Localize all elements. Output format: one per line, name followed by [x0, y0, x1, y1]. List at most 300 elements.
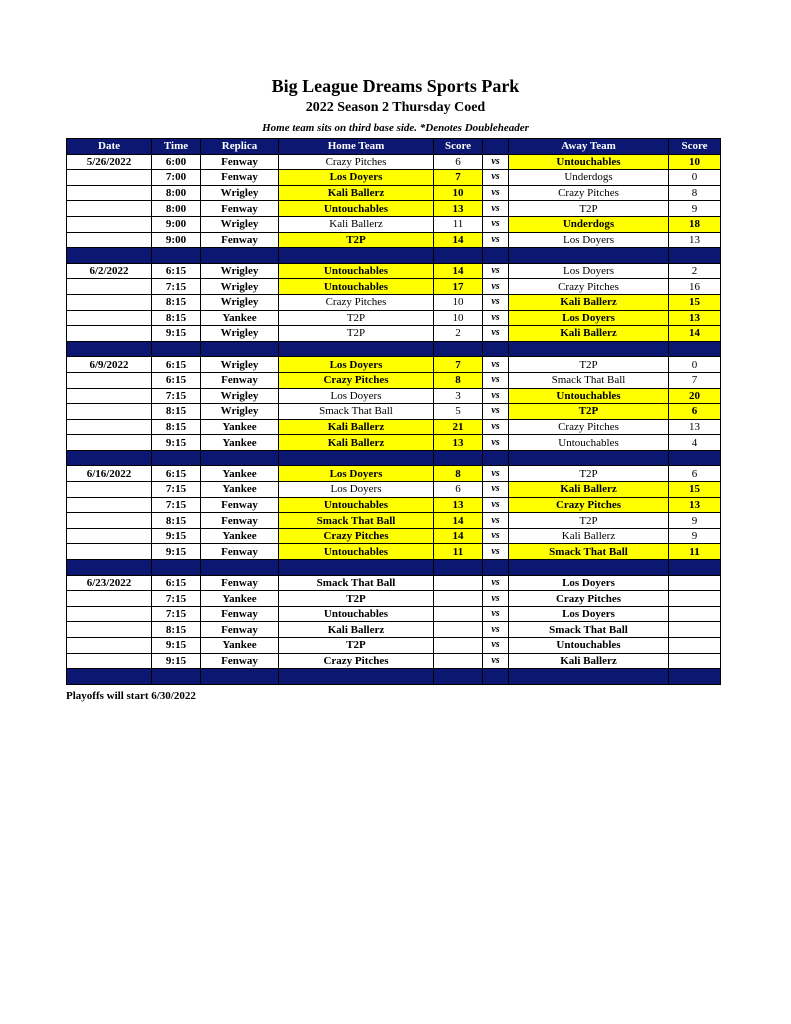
vs-label: vs: [483, 497, 509, 513]
away-team: Crazy Pitches: [509, 591, 669, 607]
home-team: Crazy Pitches: [279, 154, 434, 170]
game-date: [67, 232, 152, 248]
separator-cell: [201, 560, 279, 576]
table-row: [67, 653, 721, 669]
separator-cell: [152, 248, 201, 264]
separator-cell: [483, 560, 509, 576]
game-date: [67, 201, 152, 217]
game-replica: Fenway: [201, 622, 279, 638]
vs-label: vs: [483, 170, 509, 186]
game-date: [67, 591, 152, 607]
table-row: [67, 310, 721, 326]
game-replica: Yankee: [201, 419, 279, 435]
away-score: [669, 622, 721, 638]
table-row: [67, 419, 721, 435]
game-time: 8:15: [152, 419, 201, 435]
game-time: 6:15: [152, 466, 201, 482]
game-time: 7:15: [152, 279, 201, 295]
game-time: 6:15: [152, 372, 201, 388]
away-team: Smack That Ball: [509, 622, 669, 638]
home-score: 6: [434, 154, 483, 170]
vs-label: vs: [483, 279, 509, 295]
home-team: Smack That Ball: [279, 404, 434, 420]
separator-cell: [669, 450, 721, 466]
separator-cell: [201, 248, 279, 264]
away-score: 11: [669, 544, 721, 560]
home-team: Los Doyers: [279, 466, 434, 482]
home-team: Kali Ballerz: [279, 435, 434, 451]
week-separator: [67, 450, 721, 466]
table-row: [67, 638, 721, 654]
page-subtitle: 2022 Season 2 Thursday Coed: [305, 100, 486, 115]
game-date: [67, 622, 152, 638]
schedule-body: [67, 154, 721, 684]
home-score: [434, 622, 483, 638]
vs-label: vs: [483, 513, 509, 529]
home-score: 8: [434, 372, 483, 388]
game-date: [67, 388, 152, 404]
home-team: Kali Ballerz: [279, 216, 434, 232]
week-separator: [67, 560, 721, 576]
separator-cell: [434, 669, 483, 685]
home-team: T2P: [279, 232, 434, 248]
away-score: [669, 606, 721, 622]
table-header-row: [67, 139, 721, 155]
game-replica: Wrigley: [201, 294, 279, 310]
separator-cell: [152, 560, 201, 576]
game-replica: Fenway: [201, 513, 279, 529]
game-replica: Fenway: [201, 653, 279, 669]
game-date: [67, 482, 152, 498]
table-row: [67, 357, 721, 373]
vs-label: vs: [483, 294, 509, 310]
separator-cell: [279, 669, 434, 685]
home-score: 3: [434, 388, 483, 404]
game-time: 9:15: [152, 435, 201, 451]
vs-label: vs: [483, 216, 509, 232]
game-time: 7:15: [152, 497, 201, 513]
home-score: [434, 575, 483, 591]
home-team: Untouchables: [279, 606, 434, 622]
home-team: Untouchables: [279, 263, 434, 279]
away-team: Smack That Ball: [509, 372, 669, 388]
vs-label: vs: [483, 404, 509, 420]
away-score: 15: [669, 294, 721, 310]
separator-cell: [279, 248, 434, 264]
separator-cell: [483, 341, 509, 357]
col-header-home-score: Score: [434, 139, 483, 155]
separator-cell: [279, 450, 434, 466]
home-team: Crazy Pitches: [279, 528, 434, 544]
separator-cell: [67, 669, 152, 685]
away-score: 4: [669, 435, 721, 451]
away-score: 2: [669, 263, 721, 279]
table-row: [67, 388, 721, 404]
col-header-replica: Replica: [201, 139, 279, 155]
table-row: [67, 326, 721, 342]
separator-cell: [152, 341, 201, 357]
game-replica: Wrigley: [201, 263, 279, 279]
away-score: 9: [669, 201, 721, 217]
away-team: T2P: [509, 513, 669, 529]
game-time: 8:15: [152, 404, 201, 420]
home-team: Crazy Pitches: [279, 294, 434, 310]
home-score: 10: [434, 294, 483, 310]
home-score: 13: [434, 201, 483, 217]
home-team: Los Doyers: [279, 482, 434, 498]
away-team: Untouchables: [509, 435, 669, 451]
away-team: Crazy Pitches: [509, 279, 669, 295]
home-team: Los Doyers: [279, 170, 434, 186]
vs-label: vs: [483, 263, 509, 279]
game-date: [67, 497, 152, 513]
table-row: [67, 544, 721, 560]
col-header-time: Time: [152, 139, 201, 155]
game-date: [67, 528, 152, 544]
game-time: 8:15: [152, 513, 201, 529]
game-date: [67, 310, 152, 326]
home-score: 14: [434, 232, 483, 248]
col-header-home-team: Home Team: [279, 139, 434, 155]
home-score: [434, 638, 483, 654]
separator-cell: [669, 248, 721, 264]
vs-label: vs: [483, 388, 509, 404]
away-score: 18: [669, 216, 721, 232]
vs-label: vs: [483, 154, 509, 170]
home-team: Crazy Pitches: [279, 653, 434, 669]
away-score: 13: [669, 232, 721, 248]
home-score: 17: [434, 279, 483, 295]
vs-label: vs: [483, 653, 509, 669]
separator-cell: [67, 560, 152, 576]
game-date: [67, 544, 152, 560]
away-score: 13: [669, 419, 721, 435]
game-date: [67, 170, 152, 186]
away-score: 13: [669, 497, 721, 513]
game-time: 9:00: [152, 232, 201, 248]
col-header-date: Date: [67, 139, 152, 155]
separator-cell: [483, 669, 509, 685]
game-replica: Yankee: [201, 482, 279, 498]
col-header-vs: [483, 139, 509, 155]
away-team: Untouchables: [509, 638, 669, 654]
separator-cell: [279, 341, 434, 357]
home-team: Untouchables: [279, 544, 434, 560]
vs-label: vs: [483, 638, 509, 654]
away-team: Kali Ballerz: [509, 326, 669, 342]
vs-label: vs: [483, 466, 509, 482]
home-score: [434, 606, 483, 622]
game-replica: Fenway: [201, 606, 279, 622]
game-time: 7:15: [152, 606, 201, 622]
table-row: [67, 591, 721, 607]
separator-cell: [509, 560, 669, 576]
game-date: [67, 606, 152, 622]
table-row: [67, 622, 721, 638]
separator-cell: [152, 450, 201, 466]
game-time: 6:15: [152, 575, 201, 591]
game-time: 7:00: [152, 170, 201, 186]
home-team: Kali Ballerz: [279, 419, 434, 435]
separator-cell: [152, 669, 201, 685]
table-row: [67, 575, 721, 591]
vs-label: vs: [483, 419, 509, 435]
game-time: 9:15: [152, 638, 201, 654]
away-team: T2P: [509, 357, 669, 373]
home-score: 13: [434, 435, 483, 451]
vs-label: vs: [483, 482, 509, 498]
away-team: Los Doyers: [509, 606, 669, 622]
home-team: T2P: [279, 310, 434, 326]
away-score: 14: [669, 326, 721, 342]
separator-cell: [669, 560, 721, 576]
game-date: 6/23/2022: [67, 575, 152, 591]
table-row: [67, 154, 721, 170]
away-score: [669, 638, 721, 654]
game-time: 6:15: [152, 263, 201, 279]
game-time: 6:15: [152, 357, 201, 373]
schedule-note: Home team sits on third base side. *Denotes Doubleheader: [262, 122, 529, 134]
game-time: 9:00: [152, 216, 201, 232]
game-date: [67, 435, 152, 451]
game-date: [67, 653, 152, 669]
separator-cell: [483, 248, 509, 264]
vs-label: vs: [483, 528, 509, 544]
game-time: 9:15: [152, 544, 201, 560]
separator-cell: [67, 450, 152, 466]
game-time: 8:00: [152, 201, 201, 217]
game-replica: Yankee: [201, 466, 279, 482]
away-team: Los Doyers: [509, 310, 669, 326]
col-header-away-team: Away Team: [509, 139, 669, 155]
game-time: 8:15: [152, 622, 201, 638]
vs-label: vs: [483, 575, 509, 591]
home-score: 7: [434, 357, 483, 373]
home-score: 14: [434, 528, 483, 544]
away-score: 0: [669, 170, 721, 186]
game-time: 8:15: [152, 310, 201, 326]
game-replica: Fenway: [201, 497, 279, 513]
home-score: 8: [434, 466, 483, 482]
game-replica: Wrigley: [201, 216, 279, 232]
home-team: Untouchables: [279, 201, 434, 217]
game-date: 6/9/2022: [67, 357, 152, 373]
game-replica: Yankee: [201, 638, 279, 654]
vs-label: vs: [483, 372, 509, 388]
away-score: 9: [669, 513, 721, 529]
home-score: 6: [434, 482, 483, 498]
home-team: Kali Ballerz: [279, 185, 434, 201]
separator-cell: [434, 248, 483, 264]
table-row: [67, 482, 721, 498]
table-row: [67, 294, 721, 310]
separator-cell: [67, 341, 152, 357]
game-date: [67, 419, 152, 435]
week-separator: [67, 248, 721, 264]
away-team: Kali Ballerz: [509, 653, 669, 669]
vs-label: vs: [483, 591, 509, 607]
away-team: Crazy Pitches: [509, 185, 669, 201]
separator-cell: [434, 560, 483, 576]
week-separator: [67, 669, 721, 685]
col-header-away-score: Score: [669, 139, 721, 155]
separator-cell: [509, 248, 669, 264]
game-date: [67, 638, 152, 654]
schedule-table: [66, 138, 721, 685]
away-team: Kali Ballerz: [509, 482, 669, 498]
game-date: 6/2/2022: [67, 263, 152, 279]
game-date: 5/26/2022: [67, 154, 152, 170]
home-score: [434, 591, 483, 607]
table-row: [67, 466, 721, 482]
game-time: 7:15: [152, 591, 201, 607]
home-score: 10: [434, 185, 483, 201]
game-date: [67, 279, 152, 295]
vs-label: vs: [483, 326, 509, 342]
game-replica: Yankee: [201, 591, 279, 607]
game-replica: Fenway: [201, 372, 279, 388]
away-team: Underdogs: [509, 216, 669, 232]
game-replica: Wrigley: [201, 326, 279, 342]
page-title: Big League Dreams Sports Park: [271, 76, 520, 96]
table-row: [67, 404, 721, 420]
game-replica: Wrigley: [201, 279, 279, 295]
away-team: Underdogs: [509, 170, 669, 186]
table-row: [67, 263, 721, 279]
game-replica: Wrigley: [201, 388, 279, 404]
separator-cell: [279, 560, 434, 576]
home-score: 10: [434, 310, 483, 326]
game-date: [67, 216, 152, 232]
home-score: 11: [434, 216, 483, 232]
game-date: [67, 185, 152, 201]
table-row: [67, 372, 721, 388]
game-date: [67, 513, 152, 529]
separator-cell: [669, 341, 721, 357]
game-time: 9:15: [152, 326, 201, 342]
game-replica: Wrigley: [201, 404, 279, 420]
home-score: 13: [434, 497, 483, 513]
game-time: 9:15: [152, 653, 201, 669]
home-team: Smack That Ball: [279, 513, 434, 529]
separator-cell: [201, 450, 279, 466]
separator-cell: [201, 341, 279, 357]
away-score: 13: [669, 310, 721, 326]
away-team: Kali Ballerz: [509, 528, 669, 544]
home-score: 11: [434, 544, 483, 560]
away-score: [669, 591, 721, 607]
away-score: 9: [669, 528, 721, 544]
game-time: 8:00: [152, 185, 201, 201]
away-team: Crazy Pitches: [509, 419, 669, 435]
away-score: 10: [669, 154, 721, 170]
game-replica: Yankee: [201, 310, 279, 326]
home-team: Los Doyers: [279, 357, 434, 373]
vs-label: vs: [483, 544, 509, 560]
separator-cell: [509, 669, 669, 685]
away-score: 6: [669, 466, 721, 482]
away-score: [669, 653, 721, 669]
home-team: Los Doyers: [279, 388, 434, 404]
vs-label: vs: [483, 185, 509, 201]
home-team: T2P: [279, 638, 434, 654]
away-score: 16: [669, 279, 721, 295]
away-team: Untouchables: [509, 154, 669, 170]
home-score: 21: [434, 419, 483, 435]
home-score: 7: [434, 170, 483, 186]
game-time: 7:15: [152, 388, 201, 404]
game-date: [67, 404, 152, 420]
separator-cell: [434, 450, 483, 466]
home-team: T2P: [279, 326, 434, 342]
home-team: Crazy Pitches: [279, 372, 434, 388]
away-team: Crazy Pitches: [509, 497, 669, 513]
away-score: 8: [669, 185, 721, 201]
table-row: [67, 201, 721, 217]
game-date: [67, 294, 152, 310]
home-score: [434, 653, 483, 669]
away-team: T2P: [509, 201, 669, 217]
away-score: 0: [669, 357, 721, 373]
game-replica: Fenway: [201, 154, 279, 170]
home-team: Smack That Ball: [279, 575, 434, 591]
away-team: Smack That Ball: [509, 544, 669, 560]
table-row: [67, 513, 721, 529]
home-score: 2: [434, 326, 483, 342]
home-team: Untouchables: [279, 279, 434, 295]
home-team: T2P: [279, 591, 434, 607]
game-replica: Wrigley: [201, 357, 279, 373]
home-score: 14: [434, 513, 483, 529]
game-date: [67, 326, 152, 342]
game-replica: Fenway: [201, 575, 279, 591]
home-score: 5: [434, 404, 483, 420]
game-date: 6/16/2022: [67, 466, 152, 482]
game-replica: Yankee: [201, 528, 279, 544]
game-time: 9:15: [152, 528, 201, 544]
separator-cell: [509, 450, 669, 466]
game-time: 6:00: [152, 154, 201, 170]
separator-cell: [669, 669, 721, 685]
vs-label: vs: [483, 201, 509, 217]
table-row: [67, 497, 721, 513]
week-separator: [67, 341, 721, 357]
home-score: 14: [434, 263, 483, 279]
away-score: 15: [669, 482, 721, 498]
game-time: 8:15: [152, 294, 201, 310]
game-replica: Fenway: [201, 201, 279, 217]
game-replica: Wrigley: [201, 185, 279, 201]
game-time: 7:15: [152, 482, 201, 498]
game-replica: Fenway: [201, 170, 279, 186]
separator-cell: [67, 248, 152, 264]
away-score: 20: [669, 388, 721, 404]
game-replica: Fenway: [201, 232, 279, 248]
vs-label: vs: [483, 622, 509, 638]
home-team: Kali Ballerz: [279, 622, 434, 638]
game-replica: Fenway: [201, 544, 279, 560]
away-team: T2P: [509, 404, 669, 420]
away-team: Los Doyers: [509, 263, 669, 279]
table-row: [67, 279, 721, 295]
separator-cell: [483, 450, 509, 466]
vs-label: vs: [483, 310, 509, 326]
table-row: [67, 606, 721, 622]
away-team: T2P: [509, 466, 669, 482]
vs-label: vs: [483, 232, 509, 248]
table-row: [67, 170, 721, 186]
table-row: [67, 185, 721, 201]
